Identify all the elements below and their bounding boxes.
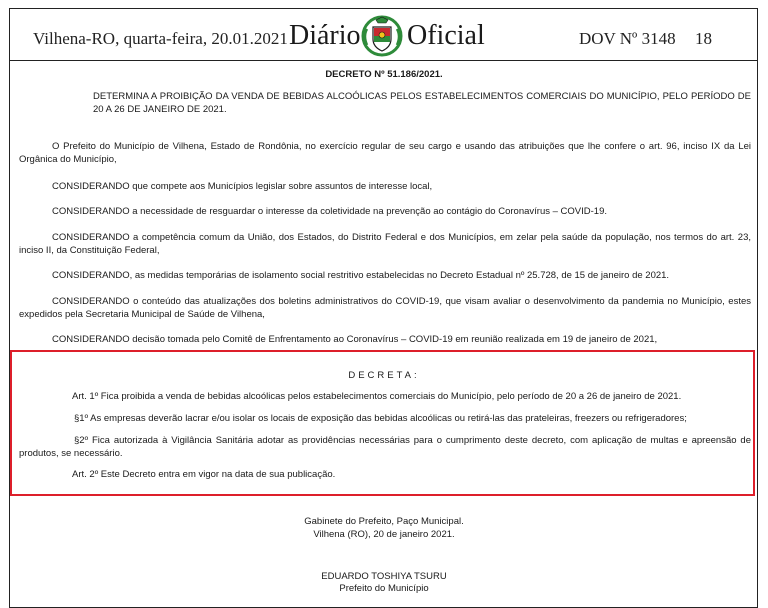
closing-date: Vilhena (RO), 20 de janeiro 2021. bbox=[313, 529, 455, 540]
article-1: Art. 1º Fica proibida a venda de bebidas alcoólicas pelos estabelecimentos comerciais do Município, pelo período de 20 a 26 de janeiro de 2021. bbox=[72, 391, 682, 402]
article-2: Art. 2º Este Decreto entra em vigor na data de sua publicação. bbox=[72, 469, 336, 480]
decree-ementa: DETERMINA A PROIBIÇÃO DA VENDA DE BEBIDAS ALCOÓLICAS PELOS ESTABELECIMENTOS COMERCIAIS DO MUNICÍPIO, PELO PERÍODO DE 20 A 26 DE JANEIRO DE 2021. bbox=[93, 91, 751, 115]
considerando-2: CONSIDERANDO a necessidade de resguardar o interesse da coletividade na prevenção ao contágio do Coronavírus – COVID-19. bbox=[52, 206, 607, 217]
municipal-crest-icon bbox=[361, 15, 403, 57]
signer-title: Prefeito do Município bbox=[339, 583, 429, 594]
considerando-4: CONSIDERANDO, as medidas temporárias de isolamento social restritivo estabelecidas no Decreto Estadual nº 25.728, de 15 de janeiro de 2021. bbox=[52, 270, 670, 281]
paragraph-1: §1º As empresas deverão lacrar e/ou isolar os locais de exposição das bebidas alcoólicas ou retirá-las das prateleiras, freezers ou refrigeradores; bbox=[74, 413, 687, 424]
header-divider bbox=[9, 60, 758, 61]
decree-title: DECRETO Nº 51.186/2021. bbox=[325, 69, 443, 80]
considerando-3: CONSIDERANDO a competência comum da União, dos Estados, do Distrito Federal e dos Municípios, em zelar pela saúde da população, nos termos do art. 23, inciso II, da Constituição Federal, bbox=[19, 232, 751, 256]
signer-name: EDUARDO TOSHIYA TSURU bbox=[321, 571, 447, 582]
header-location-date: Vilhena-RO, quarta-feira, 20.01.2021 bbox=[33, 29, 288, 48]
considerando-1: CONSIDERANDO que compete aos Municípios legislar sobre assuntos de interesse local, bbox=[52, 181, 433, 192]
considerando-6: CONSIDERANDO decisão tomada pelo Comitê de Enfrentamento ao Coronavírus – COVID-19 em reunião realizada em 19 de janeiro de 2021, bbox=[52, 334, 658, 345]
header-page-number: 18 bbox=[695, 29, 712, 48]
header-title-oficial: Oficial bbox=[407, 20, 485, 51]
page-header bbox=[9, 8, 758, 58]
considerando-5: CONSIDERANDO o conteúdo das atualizações dos boletins administrativos do COVID-19, que visam avaliar o desenvolvimento da pandemia no Município, estes expedidos pela Secretaria Municipal de Saúde de Vilhena, bbox=[19, 296, 751, 320]
header-title-diario: Diário bbox=[289, 20, 361, 51]
closing-place: Gabinete do Prefeito, Paço Municipal. bbox=[304, 516, 464, 527]
decree-preamble: O Prefeito do Município de Vilhena, Estado de Rondônia, no exercício regular de seu cargo e usando das atribuições que lhe confere o art. 96, inciso IX da Lei Orgânica do Município, bbox=[19, 141, 751, 165]
decreta-heading: DECRETA: bbox=[348, 370, 420, 381]
paragraph-2: §2º Fica autorizada à Vigilância Sanitária adotar as providências necessárias para o cumprimento deste decreto, com aplicação de multas e apreensão de produtos, se necessário. bbox=[19, 435, 751, 459]
header-edition-number: DOV Nº 3148 bbox=[579, 29, 676, 48]
